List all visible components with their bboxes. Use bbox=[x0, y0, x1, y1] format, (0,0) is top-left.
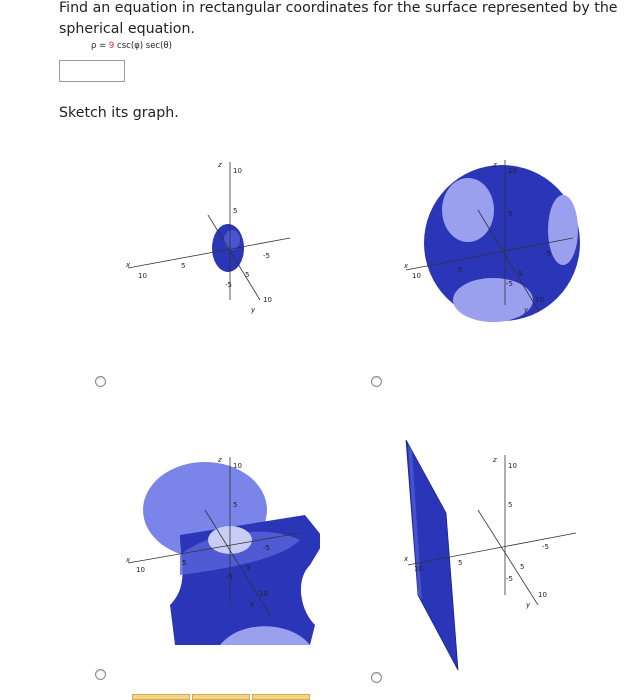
svg-text:5: 5 bbox=[508, 210, 513, 218]
svg-text:x: x bbox=[404, 555, 409, 563]
svg-text:10: 10 bbox=[535, 296, 544, 304]
svg-text:z: z bbox=[218, 456, 222, 464]
action-button-1[interactable] bbox=[132, 694, 190, 700]
svg-text:z: z bbox=[493, 161, 497, 169]
svg-text:10: 10 bbox=[233, 462, 242, 470]
graph-option-4 bbox=[398, 435, 588, 675]
graph-option-1 bbox=[120, 150, 300, 325]
z-axis-label: z bbox=[218, 161, 222, 169]
radio-option-4[interactable] bbox=[371, 672, 382, 683]
graph-option-3 bbox=[120, 445, 320, 660]
svg-text:10: 10 bbox=[263, 296, 272, 304]
y-axis-label: y bbox=[251, 306, 256, 314]
svg-text:10: 10 bbox=[138, 272, 147, 280]
svg-text:5: 5 bbox=[233, 207, 238, 215]
radio-option-2[interactable] bbox=[371, 376, 382, 387]
svg-text:-5: -5 bbox=[263, 252, 270, 260]
svg-text:5: 5 bbox=[246, 564, 251, 572]
svg-text:10: 10 bbox=[538, 591, 547, 599]
equation-coefficient: 9 bbox=[108, 41, 115, 51]
svg-text:x: x bbox=[126, 556, 131, 564]
spherical-equation bbox=[91, 41, 172, 51]
svg-text:10: 10 bbox=[508, 462, 517, 470]
svg-text:-5: -5 bbox=[542, 543, 549, 551]
svg-text:-5: -5 bbox=[506, 280, 513, 288]
radio-option-3[interactable] bbox=[95, 669, 106, 680]
svg-text:z: z bbox=[493, 456, 497, 464]
question-text: Find an equation in rectangular coordinates for the surface represented by the spherical equation. bbox=[59, 0, 618, 37]
equation-rhs: csc(φ) sec(θ) bbox=[114, 41, 172, 51]
graph-option-2 bbox=[398, 150, 588, 330]
svg-text:5: 5 bbox=[508, 501, 513, 509]
svg-text:-5: -5 bbox=[263, 544, 270, 552]
svg-text:5: 5 bbox=[518, 270, 523, 278]
action-button-2[interactable] bbox=[192, 694, 250, 700]
svg-text:10: 10 bbox=[136, 566, 145, 574]
svg-text:10: 10 bbox=[412, 272, 421, 280]
plane-surface bbox=[406, 440, 458, 670]
radio-option-1[interactable] bbox=[95, 376, 106, 387]
svg-text:5: 5 bbox=[458, 266, 463, 274]
svg-text:-5: -5 bbox=[544, 250, 551, 258]
svg-text:5: 5 bbox=[233, 501, 238, 509]
svg-text:10: 10 bbox=[259, 590, 268, 598]
svg-text:-5: -5 bbox=[506, 575, 513, 583]
svg-text:5: 5 bbox=[520, 563, 525, 571]
equation-lhs: ρ = bbox=[91, 41, 109, 51]
svg-text:5: 5 bbox=[182, 559, 187, 567]
answer-input[interactable] bbox=[59, 60, 125, 82]
x-axis-label: x bbox=[126, 261, 131, 269]
svg-text:y: y bbox=[250, 600, 255, 608]
svg-text:10: 10 bbox=[508, 167, 517, 175]
svg-text:10: 10 bbox=[233, 167, 242, 175]
svg-text:-5: -5 bbox=[226, 573, 233, 581]
svg-text:5: 5 bbox=[458, 559, 463, 567]
svg-text:-5: -5 bbox=[225, 281, 232, 289]
svg-text:y: y bbox=[526, 601, 531, 609]
svg-text:5: 5 bbox=[181, 262, 186, 270]
svg-text:5: 5 bbox=[245, 271, 250, 279]
sketch-label: Sketch its graph. bbox=[59, 105, 179, 121]
action-button-3[interactable] bbox=[252, 694, 310, 700]
svg-text:10: 10 bbox=[414, 565, 423, 573]
svg-text:y: y bbox=[524, 306, 529, 314]
svg-text:x: x bbox=[404, 262, 409, 270]
